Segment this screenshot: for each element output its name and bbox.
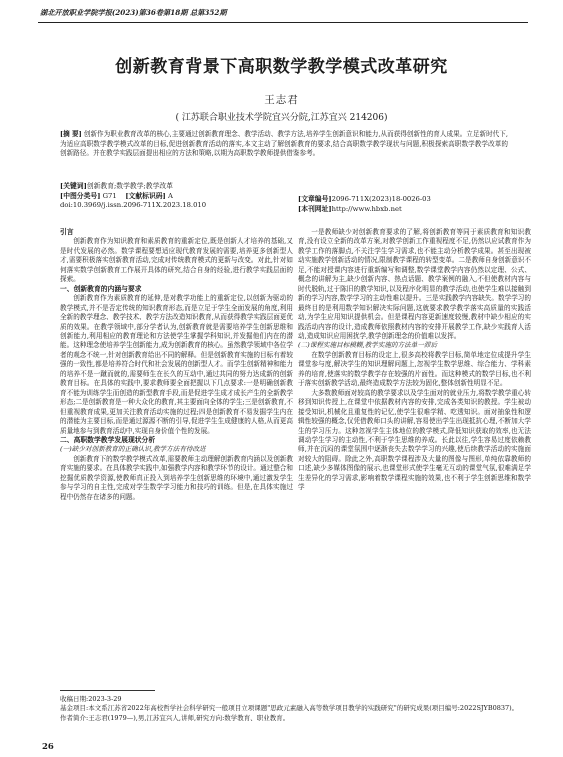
website-label: [本刊网址] <box>298 204 332 213</box>
doi: doi:10.3969/j.issn.2096-711X.2023.18.010 <box>60 201 207 210</box>
abstract-label: [摘 要] <box>60 130 82 138</box>
running-head: 湖北开放职业学院学报(2023)第36卷第18期 总第352期 <box>40 8 227 17</box>
clc-value: G71 <box>102 191 117 200</box>
keywords: 创新教育;数学教学;教学改革 <box>86 182 173 190</box>
paragraph: 大多数教师面对较高的教学要求以及学生面对的就业压力,将数学教学重心转移到知识传授上,在课堂中依据教材内容的安排,完成各类知识的教授。学生被动接受知识,机械化且重复性的记忆,使学生很难学精、吃透知识。面对抽象性和逻辑性较强的概念,仅凭借教师口头的讲解,容易使出学生出现抵抗心理,不断加大学生的学习压力。这种忽视学生主体地位的教学模式,降低知识获取的效率,也无法调动学生学习的主动性,不利于学生思维的养成。长此以往,学生容易过度依赖教师,并在沉闷的课堂氛围中逐渐丧失去数学学习的兴趣,使后续教学活动的实施面对较大的阻碍。除此之外,高职数学课程涉及大量的图像与图形,单纯依靠教师的口述,缺少多媒体图像的展示,也课堂形式使学生毫无互动的课堂气氛,很难满足学生差异化的学习需求,影响着数学课程实施的效果,也不利于学生创新思维和数学学 <box>298 388 531 492</box>
section-heading: 引言 <box>60 228 74 236</box>
abstract-text: 创新作为职业教育改革的核心,主要通过创新教育理念、教学活动、教学方法,培养学生创新意识和能力,从而获得创新性的育人成果。立足新时代下,为适应高职数学教学模式改革的目标,促进创新教育活动的落实,本文主动了解创新教育的要求,结合高职数学教学现状与问题,积极探索高职数学教学改革的创新路径。并在教学实践层面提出相应的方法和策略,以期为高职数学教师提供借鉴参考。 <box>60 130 508 158</box>
website-line <box>298 205 518 215</box>
article-number-label: [文章编号] <box>298 195 332 203</box>
section-heading: 二、高职数学教学发展现状分析 <box>60 435 156 444</box>
header-rule <box>38 22 528 23</box>
author-affiliation: ( 江苏联合职业技术学院宜兴分院,江苏宜兴 214206) <box>175 113 388 123</box>
paragraph: 在数学创新教育目标的设定上,很多高校将教学目标,简单地定位成提升学生课堂参与度,解决学生的知识理解问题上,忽视学生数学思维、综合能力、学科素养的培育,使落实的数学教学存在较强的片面性。而这种模式的数学目标,也不利于落实创新教学活动,最终造成数学方法较为固化,整体创新性明显不足。 <box>298 350 531 388</box>
received-date: 收稿日期:2023-3-29 <box>60 695 122 703</box>
paragraph: 创新教育下的数学教学模式改革,需要教师主动理解创新教育内涵以及创新教育实施的要求。在具体教学实践中,如强教学内容和教学环节的设计。通过整合和挖掘优质教学资源,使教师真正投入到培养学生创新思维的环境中,通过激发学生参与学习的自主性,完成对学生数学学习能力和技巧的训练。但是,在具体实施过程中仍然存在诸多的问题。 <box>60 454 293 501</box>
abstract-block <box>60 130 508 159</box>
section-heading: (一)缺少对创新教育的正确认识,教学方法有待改进 <box>60 445 206 454</box>
website-url: http://www.hbxb.net <box>331 204 402 213</box>
article-meta-left <box>60 182 280 211</box>
article-title: 创新教育背景下高职数学教学模式改革研究 <box>115 57 448 77</box>
paragraph: 创新教育作为素质教育的延伸,是对教学功能上的重新定位,以创新为驱动的教学模式,并不是否定传统的知识教育形态,而是立足于学生全面发展的角度,利用全新的教学理念、教学技术、教学方法改造知识教育,从而获得教学实践层面更优质的效果。在教学领域中,部分学者认为,创新教育就是需要培养学生创新思维和创新能力,利用相应的教育理论和方法使学生掌握学科知识,并发掘他们内在的潜能。这种理念使培养学生创新能力,成为创新教育的核心。虽然教学领域中各位学者的观念不统一,针对创新教育给出不同的解释。但是创新教育实施的目标有着较强的一致性,都是培养符合时代和社会发展的创新型人才。而学生创新精神和能力的培养不是一蹴而就的,需要师生在长久的互动中,通过共同的努力达成新的创新教育目标。在具体的实践中,要求教师要全面把握以下几点要求:一是明确创新教育不能为训练学生而创造的新型教育手段,而是促进学生成才成长产生的全新教学形态;二是创新教育是一种大众化的教育,其主要面向全体的学生;三是创新教育,不但重视教育成果,更加关注教育活动实施的过程;四是创新教育不易发掘学生内在的潜能为主要目标,而是通过源源不断的引导,促进学生生成健康的人格,从而更高质量地参与到教育活动中,实现自身价值个性的发展。 <box>60 294 293 435</box>
paragraph: 创新教育作为知识教育和素质教育的重新定位,既是创新人才培养的基础,又是时代发展的必然。数学课程要想适应现代教育发展的需要,培养更多创新型人才,需要积极落实创新教育活动,完成对传统教育模式的更新与改变。对此,针对如何落实数学创新教育工作展开具体的研究,结合自身的经验,进行教学实践层面的探索。 <box>60 237 293 284</box>
author-name: 王志君 <box>264 94 299 106</box>
doc-code-label: [文献标识码] <box>125 191 166 200</box>
footnote-rule <box>60 690 155 691</box>
funding-note: 基金项目:本文系江苏省2022年高校哲学社会科学研究一般项目立项课题"思政元素融入高等数学项目教学的实践研究"的研究成果(项目编号:2022SJYB0837)。 <box>60 704 519 713</box>
article-number-line <box>298 195 518 205</box>
keywords-label: [关键词] <box>60 182 87 190</box>
article-meta-right <box>298 195 518 214</box>
clc-label: [中图分类号] <box>60 191 101 200</box>
section-heading: (二)课程实施目标模糊,教学实施的方法单一滞后 <box>298 341 438 350</box>
body-column-left <box>60 228 293 502</box>
page-number: 26 <box>42 742 54 752</box>
author-bio: 作者简介:王志君(1979—),男,江苏宜兴人,讲师,研究方向:数学教育、职业教育。 <box>60 713 290 722</box>
article-number: 2096-711X(2023)18-0026-03 <box>331 195 431 203</box>
body-column-right <box>298 228 531 493</box>
keywords-line <box>60 182 280 192</box>
footnote-block <box>60 695 520 723</box>
doc-code-value: A <box>167 191 173 200</box>
paragraph: 一是教师缺少对创新教育要求的了解,将创新教育等同于素质教育和知识教育,没有设立全新的改革方案,对教学创新工作重视程度不足,仍然以应试教育作为教学工作的落脚点,不关注学生学习需求,也不能主动分析教学成果。甚至出现被动实施教学创新活动的情况,限制教学课程的转型变革。二是教师自身创新意识不足,不能对授课内容进行重新编写和调整,数学课堂教学内容仍然以定理、公式、概念的讲解为主,缺少创新内容、热点话题、教学案例的融入,不但使教材内容与时代脱轨,过于陈旧的教学知识,以及程序化明显的教学活动,也使学生难以接触到新的学习内容,数学学习的主动性难以提升。三是实践教学内容缺失。数学学习的最终目的是利用数学知识解决实际问题,这就要求教学教学落实高质量的实践活动,为学生应用知识提供机会。但是课程内容更新速度较慢,教材中缺少相应的实践活动内容的设计,造成教师依照教材内容的安排开展教学工作,缺少实践育人活动,造成知识应用困扰学,教学创新理念的价值难以发挥。 <box>298 228 531 340</box>
classification-line <box>60 192 280 202</box>
section-heading: 一、创新教育的内涵与要求 <box>60 284 142 293</box>
